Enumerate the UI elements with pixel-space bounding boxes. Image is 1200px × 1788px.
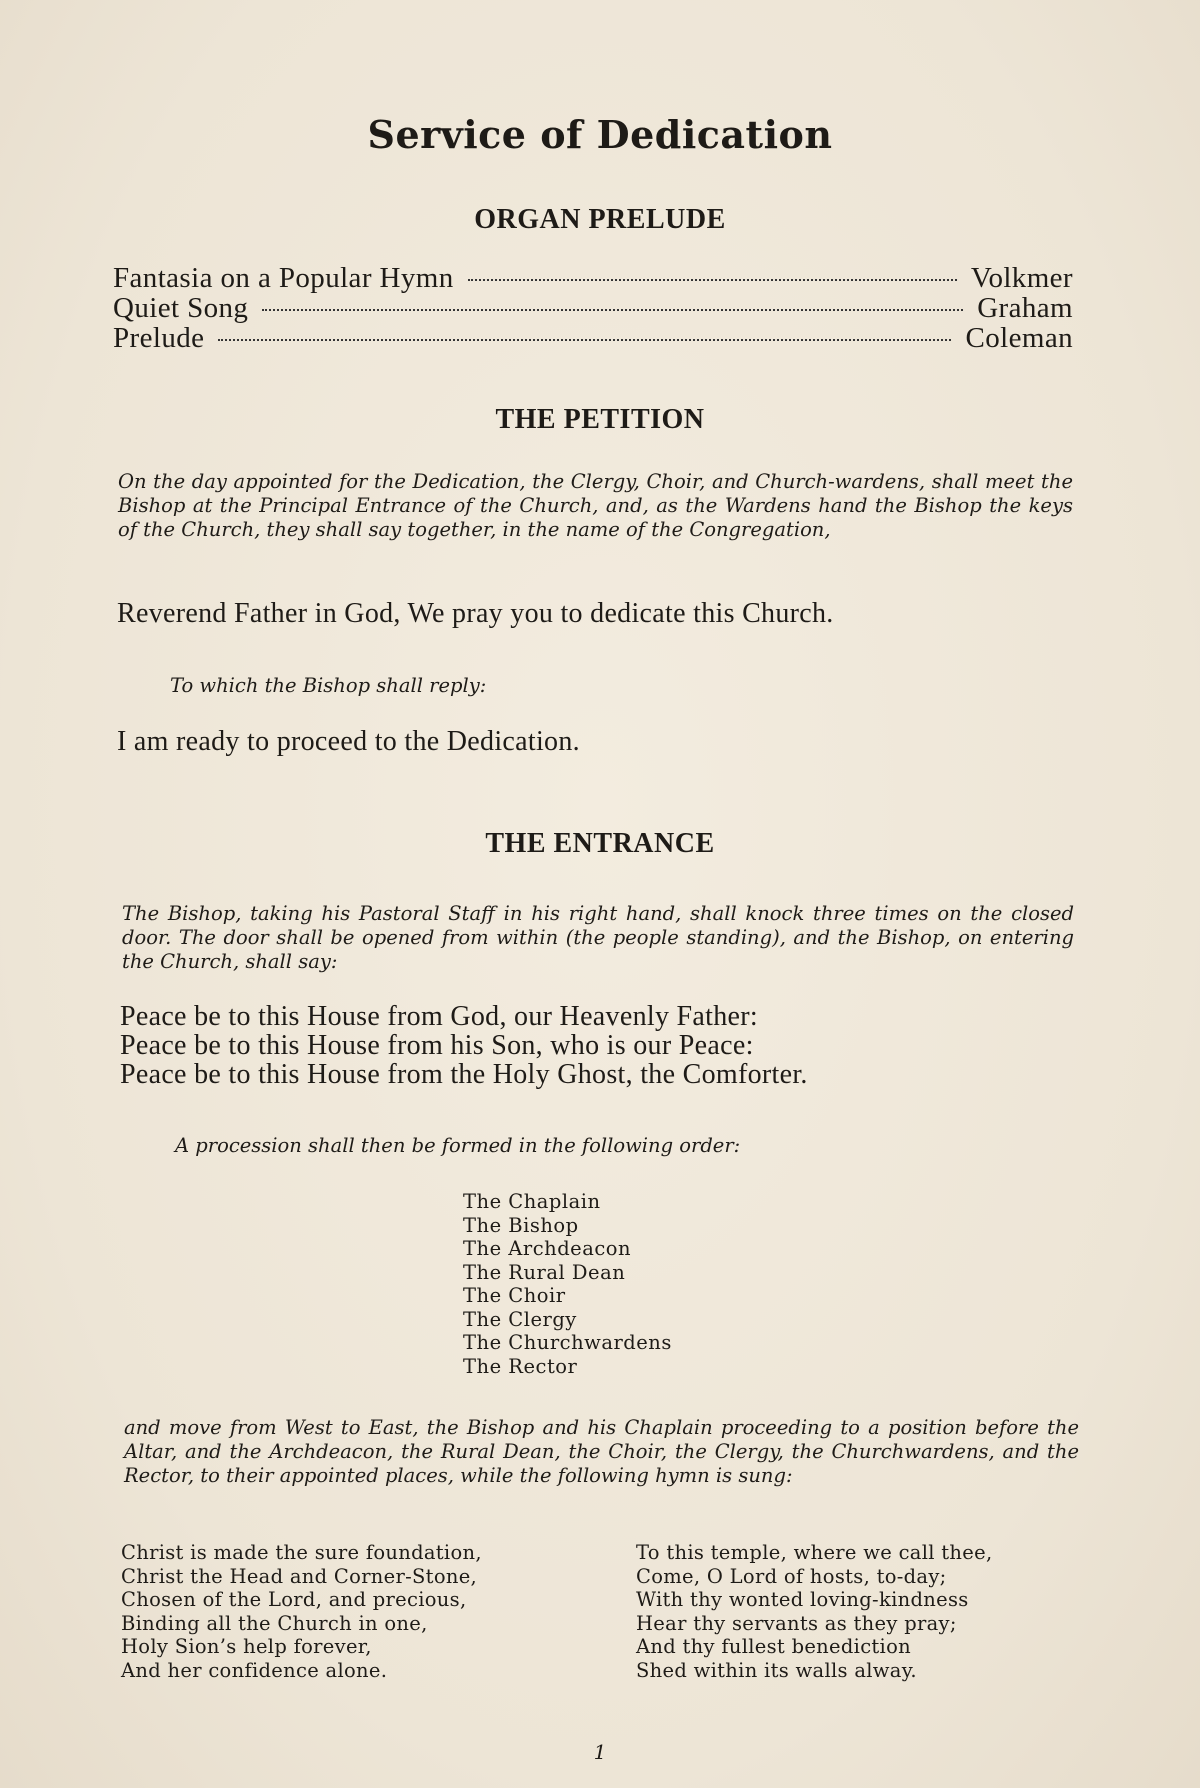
petition-heading: THE PETITION bbox=[495, 404, 705, 435]
prelude-item bbox=[113, 292, 1073, 322]
leader-dots bbox=[468, 279, 957, 281]
prelude-piece: Fantasia on a Popular Hymn bbox=[113, 262, 454, 294]
hymn-line: With thy wonted loving-kindness bbox=[636, 1588, 969, 1611]
hymn-line: Chosen of the Lord, and precious, bbox=[121, 1588, 467, 1611]
procession-list bbox=[463, 1190, 672, 1378]
peace-line: Peace be to this House from God, our Heavenly Father: bbox=[120, 1001, 758, 1032]
petition-request: Reverend Father in God, We pray you to dedicate this Church. bbox=[117, 598, 834, 629]
peace-line: Peace be to this House from the Holy Ghost, the Comforter. bbox=[120, 1059, 808, 1090]
prelude-piece: Prelude bbox=[113, 322, 205, 354]
move-rubric: and move from West to East, the Bishop and his Chaplain proceeding to a position before the Altar, and the Archdeacon, the Rural Dean, the Choir, the Clergy, the Churchwardens, and the Rector, to their appointed places, while the following hymn is sung: bbox=[124, 1416, 1079, 1487]
procession-item: The Churchwardens bbox=[463, 1331, 672, 1354]
hymn-line: And thy fullest benediction bbox=[636, 1635, 911, 1658]
leader-dots bbox=[262, 309, 963, 311]
prelude-item bbox=[113, 322, 1073, 352]
prelude-piece: Quiet Song bbox=[113, 292, 249, 324]
prelude-composer: Volkmer bbox=[970, 262, 1073, 294]
procession-item: The Archdeacon bbox=[463, 1237, 632, 1260]
entrance-heading: THE ENTRANCE bbox=[485, 828, 715, 859]
procession-rubric: A procession shall then be formed in the following order: bbox=[175, 1134, 741, 1157]
hymn-verse-right bbox=[636, 1541, 992, 1682]
hymn-line: Hear thy servants as they pray; bbox=[636, 1611, 957, 1635]
entrance-rubric: The Bishop, taking his Pastoral Staff in his right hand, shall knock three times on the closed door. The door shall be opened from within (the people standing), and the Bishop, on entering the Church, shall say: bbox=[122, 902, 1074, 973]
procession-item: The Clergy bbox=[463, 1307, 577, 1331]
prelude-item bbox=[113, 262, 1073, 292]
reply-rubric: To which the Bishop shall reply: bbox=[170, 674, 487, 697]
hymn-line: Christ is made the sure foundation, bbox=[121, 1541, 482, 1564]
hymn-line: Come, O Lord of hosts, to-day; bbox=[636, 1564, 947, 1588]
procession-item: The Bishop bbox=[463, 1213, 579, 1237]
peace-line: Peace be to this House from his Son, who is our Peace: bbox=[120, 1030, 754, 1061]
prelude-composer: Graham bbox=[977, 292, 1073, 324]
hymn-verse-left bbox=[121, 1541, 482, 1682]
leader-dots bbox=[218, 339, 951, 341]
prelude-composer: Coleman bbox=[965, 322, 1073, 354]
hymn-line: Shed within its walls alway. bbox=[636, 1658, 917, 1682]
hymn-line: Holy Sion’s help forever, bbox=[121, 1635, 372, 1658]
procession-item: The Rector bbox=[463, 1354, 578, 1378]
hymn-line: And her confidence alone. bbox=[121, 1658, 388, 1682]
procession-item: The Chaplain bbox=[463, 1190, 601, 1213]
procession-item: The Rural Dean bbox=[463, 1260, 626, 1284]
page-number: 1 bbox=[593, 1740, 607, 1764]
organ-prelude-list bbox=[113, 262, 1073, 352]
peace-greetings bbox=[120, 1002, 808, 1089]
page-title: Service of Dedication bbox=[367, 112, 833, 157]
organ-prelude-heading: ORGAN PRELUDE bbox=[474, 204, 726, 235]
hymn-line: To this temple, where we call thee, bbox=[636, 1541, 993, 1564]
procession-item: The Choir bbox=[463, 1284, 566, 1307]
petition-rubric: On the day appointed for the Dedication, the Clergy, Choir, and Church-wardens, shall meet the Bishop at the Principal Entrance of the Church, and, as the Wardens hand the Bishop the keys of the Church, they shall say together, in the name of the Congregation, bbox=[118, 470, 1073, 541]
hymn-line: Christ the Head and Corner-Stone, bbox=[121, 1564, 478, 1588]
bishop-reply: I am ready to proceed to the Dedication. bbox=[117, 726, 580, 757]
hymn-line: Binding all the Church in one, bbox=[121, 1611, 428, 1635]
